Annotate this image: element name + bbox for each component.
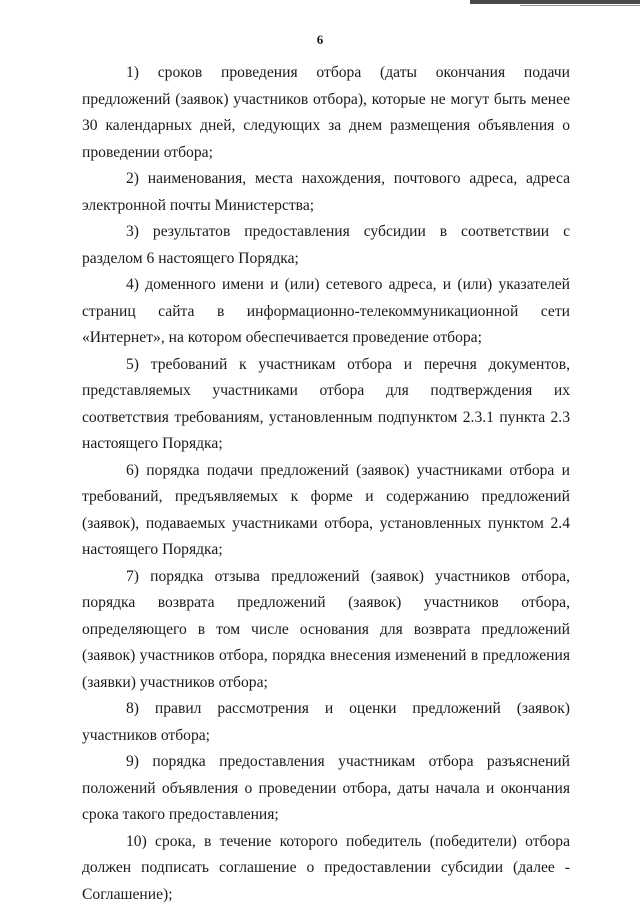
document-body xyxy=(82,60,570,908)
list-item-5: 5) требований к участникам отбора и перечня документов, представляемых участниками отбора для подтверждения их соответствия требованиям, установленным подпунктом 2.3.1 пункта 2.3 настоящего Порядка; xyxy=(82,352,570,458)
scan-edge-line xyxy=(520,5,640,6)
list-item-3: 3) результатов предоставления субсидии в соответствии с разделом 6 настоящего Порядка; xyxy=(82,219,570,272)
list-item-9: 9) порядка предоставления участникам отбора разъяснений положений объявления о проведении отбора, даты начала и окончания срока такого предоставления; xyxy=(82,749,570,829)
scan-edge-mark xyxy=(470,0,640,4)
list-item-6: 6) порядка подачи предложений (заявок) участниками отбора и требований, предъявляемых к форме и содержанию предложений (заявок), подаваемых участниками отбора, установленных пунктом 2.4 настоящего Порядка; xyxy=(82,458,570,564)
list-item-7: 7) порядка отзыва предложений (заявок) участников отбора, порядка возврата предложений (заявок) участников отбора, определяющего в том числе основания для возврата предложений (заявок) участников отбора, порядка внесения изменений в предложения (заявки) участников отбора; xyxy=(82,564,570,697)
list-item-1: 1) сроков проведения отбора (даты окончания подачи предложений (заявок) участников отбора), которые не могут быть менее 30 календарных дней, следующих за днем размещения объявления о проведении отбора; xyxy=(82,60,570,166)
page-number: 6 xyxy=(0,32,640,48)
list-item-10: 10) срока, в течение которого победитель (победители) отбора должен подписать соглашение о предоставлении субсидии (далее - Соглашение); xyxy=(82,829,570,908)
list-item-8: 8) правил рассмотрения и оценки предложений (заявок) участников отбора; xyxy=(82,696,570,749)
list-item-4: 4) доменного имени и (или) сетевого адреса, и (или) указателей страниц сайта в информационно-телекоммуникационной сети «Интернет», на котором обеспечивается проведение отбора; xyxy=(82,272,570,352)
list-item-2: 2) наименования, места нахождения, почтового адреса, адреса электронной почты Министерства; xyxy=(82,166,570,219)
